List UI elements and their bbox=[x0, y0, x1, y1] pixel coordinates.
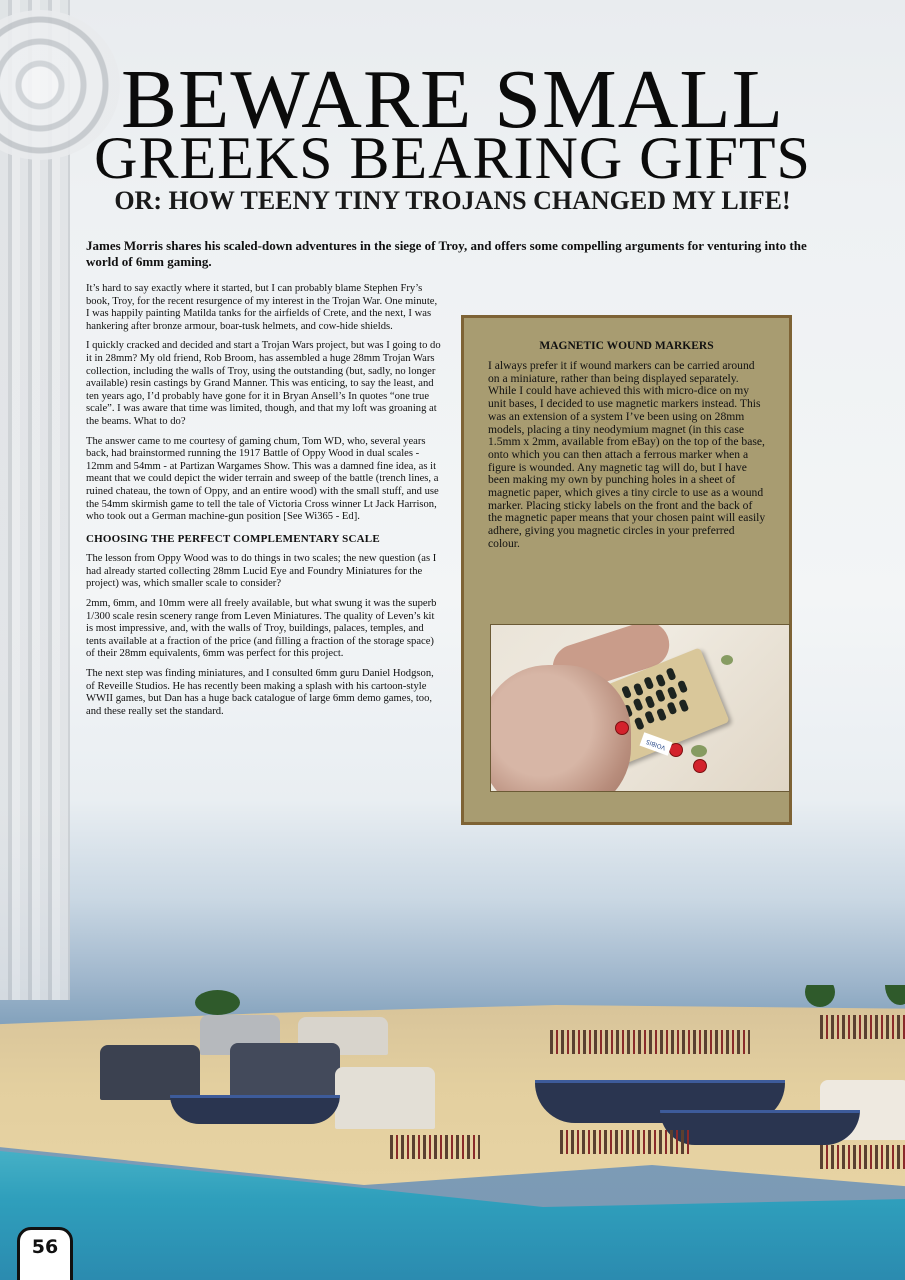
standfirst: James Morris shares his scaled-down adventures in the siege of Troy, and offers some compelling arguments for venturing into the world of 6mm gaming. bbox=[86, 238, 807, 269]
wound-marker bbox=[615, 721, 629, 735]
paragraph: The next step was finding miniatures, and I consulted 6mm guru Daniel Hodgson, of Reveille Studios. He has recently been making a splash with his cartoon-style WWII games, but Dan has a huge back catalogue of large 6mm demo games, too, and these really set the standard. bbox=[86, 668, 434, 717]
sidebar-box bbox=[461, 315, 792, 825]
troy-diorama-photo bbox=[0, 985, 905, 1280]
subtitle: OR: HOW TEENY TINY TROJANS CHANGED MY LIFE! bbox=[114, 186, 791, 215]
paragraph: The lesson from Oppy Wood was to do things in two scales; the new question (as I had already started collecting 28mm Lucid Eye and Foundry Miniatures for the project) was, which smaller scale to consider? bbox=[86, 553, 437, 590]
sidebar-text: I always prefer it if wound markers can be carried around on a miniature, rather than being displayed separately. While I could have achieved this with micro-dice on my unit bases, I decided to use magnetic markers instead. This was an extension of a system I’ve been using on 28mm models, placing a tiny neodymium magnet (in this case 1.5mm x 2mm, available from eBay) on the top of the base, onto which you can then attach a ferrous marker when a figure is wounded. Any magnetic tag will do, but I have been making my own by punching holes in a sheet of magnetic paper, which gives a tiny circle to use as a wound marker. Placing sticky labels on the front and the back of the magnetic paper means that your chosen paint will easily adhere, giving you magnetic circles in your preferred colour. bbox=[488, 359, 766, 550]
section-heading: CHOOSING THE PERFECT COMPLEMENTARY SCALE bbox=[86, 532, 380, 545]
paragraph: I quickly cracked and decided and start a Trojan Wars project, but was I going to do it in 28mm? My old friend, Rob Broom, has assembled a huge 28mm Trojan Wars collection, including the walls of Troy, using the outstanding (but, sadly, no longer available) resin castings by Grand Manner. This was enticing, to say the least, and ten years ago, I’d probably have gone for it in Bryan Ansell’s In quotes “one true scale”. I was aware that time was limited, though, and that my loft was groaning at the beams. What to do? bbox=[86, 340, 441, 427]
paragraph: It’s hard to say exactly where it started, but I can probably blame Stephen Fry’s book, Troy, for the recent resurgence of my interest in the Trojan War. One minute, I was happily painting Matilda tanks for the airfields of Crete, and the next, I was hankering after bronze armour, boar-tusk helmets, and cow-hide shields. bbox=[86, 283, 438, 332]
wound-markers-photo bbox=[490, 624, 790, 792]
sidebar-heading: MAGNETIC WOUND MARKERS bbox=[539, 340, 714, 352]
page-number: 56 bbox=[31, 1236, 59, 1258]
paragraph: 2mm, 6mm, and 10mm were all freely available, but what swung it was the superb 1/300 scale resin scenery range from Leven Miniatures. The quality of Leven’s kit is most impressive, and, with the walls of Troy, buildings, palaces, temples, and tents available at a fraction of the price (and filling a fraction of the storage space) of their 28mm equivalents, 6mm was perfect for this project. bbox=[86, 598, 437, 660]
headline-line-2: GREEKS BEARING GIFTS bbox=[94, 125, 811, 191]
hand bbox=[490, 665, 631, 792]
article-body-column bbox=[86, 283, 441, 725]
page-number-tab bbox=[17, 1227, 73, 1280]
headline-line-1: BEWARE SMALL bbox=[121, 53, 784, 146]
paragraph: The answer came to me courtesy of gaming chum, Tom WD, who, several years back, had brainstormed running the 1917 Battle of Oppy Wood in dual scales - 12mm and 54mm - at Partizan Wargames Show. This was a damned fine idea, as it meant that we could depict the wider terrain and sweep of the battle (trench lines, a ruined chateau, the town of Oppy, and an entire wood) with the small stuff, and use the 54mm skirmish game to tell the tale of Victoria Cross winner Lt Jack Harrison, who took out a German machine-gun position [See Wi365 - Ed]. bbox=[86, 435, 439, 523]
base-label: VOIBIS bbox=[640, 732, 673, 755]
wound-marker bbox=[693, 759, 707, 773]
